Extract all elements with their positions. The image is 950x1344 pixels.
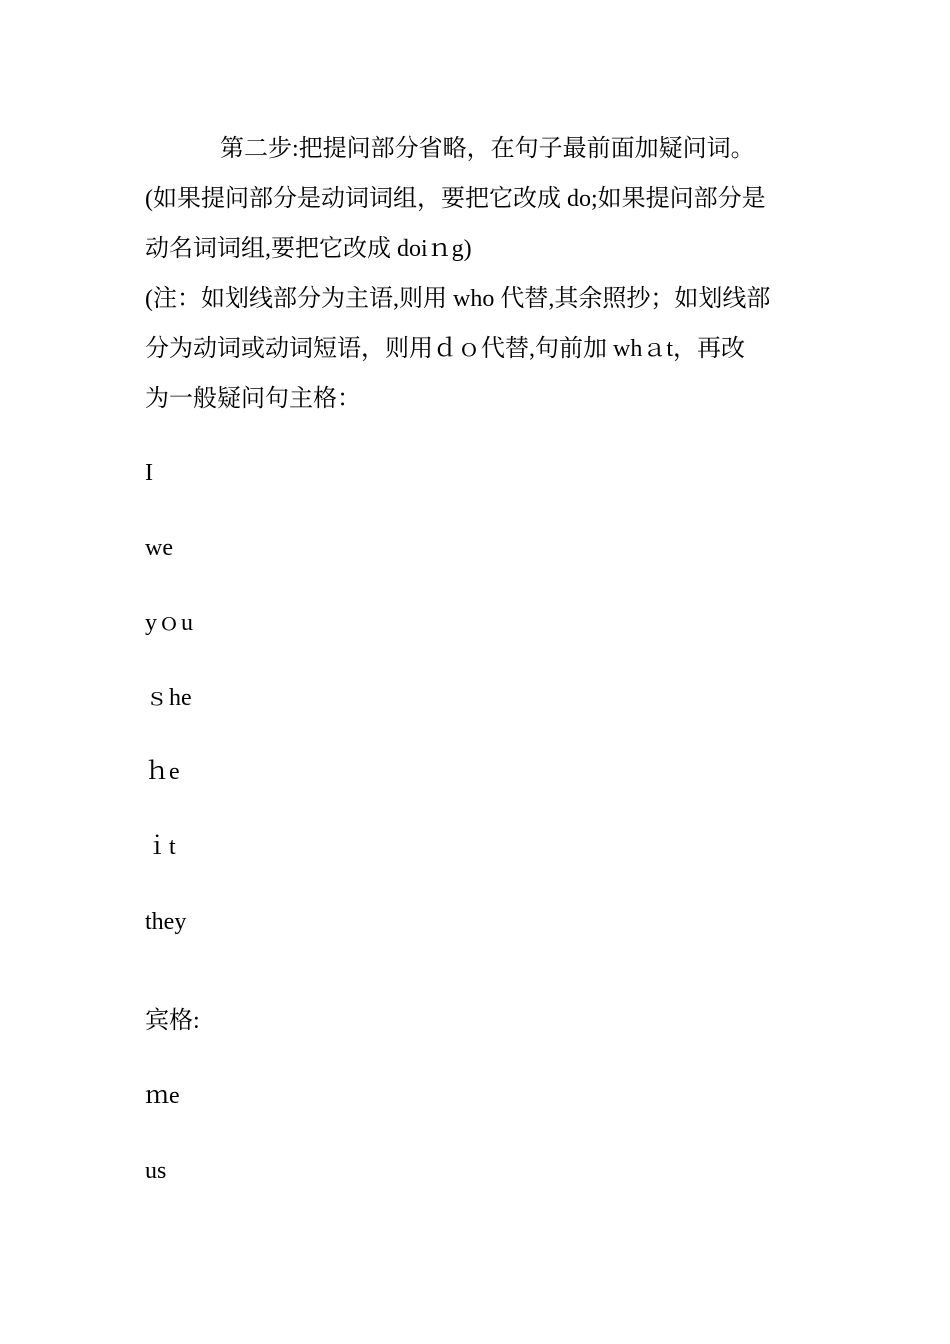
note-line-4: 分为动词或动词短语，则用ｄｏ代替,句前加 whａt，再改 bbox=[145, 336, 745, 362]
subject-pronoun-item: we bbox=[145, 535, 173, 561]
subject-pronoun-item: ｉt bbox=[145, 834, 176, 860]
note-line-5: 为一般疑问句主格： bbox=[145, 386, 361, 412]
object-pronoun-item: ｍe bbox=[145, 1083, 180, 1109]
instruction-block bbox=[145, 124, 815, 424]
object-case-heading: 宾格: bbox=[145, 1008, 200, 1034]
note-line-3: (注：如划线部分为主语,则用 who 代替,其余照抄；如划线部 bbox=[145, 286, 771, 312]
step-two-text: 第二步:把提问部分省略，在句子最前面加疑问词。 bbox=[220, 136, 755, 162]
subject-pronoun-item: ｓhe bbox=[145, 685, 192, 711]
subject-pronoun-item: yｏu bbox=[145, 610, 193, 636]
object-pronoun-item: us bbox=[145, 1158, 167, 1184]
note-line-1: (如果提问部分是动词词组，要把它改成 do;如果提问部分是 bbox=[145, 186, 766, 212]
subject-pronoun-item: ｈe bbox=[145, 759, 180, 785]
subject-pronoun-item: they bbox=[145, 909, 187, 935]
subject-pronoun-item: I bbox=[145, 460, 153, 486]
note-line-2: 动名词词组,要把它改成 doiｎg) bbox=[145, 236, 472, 262]
